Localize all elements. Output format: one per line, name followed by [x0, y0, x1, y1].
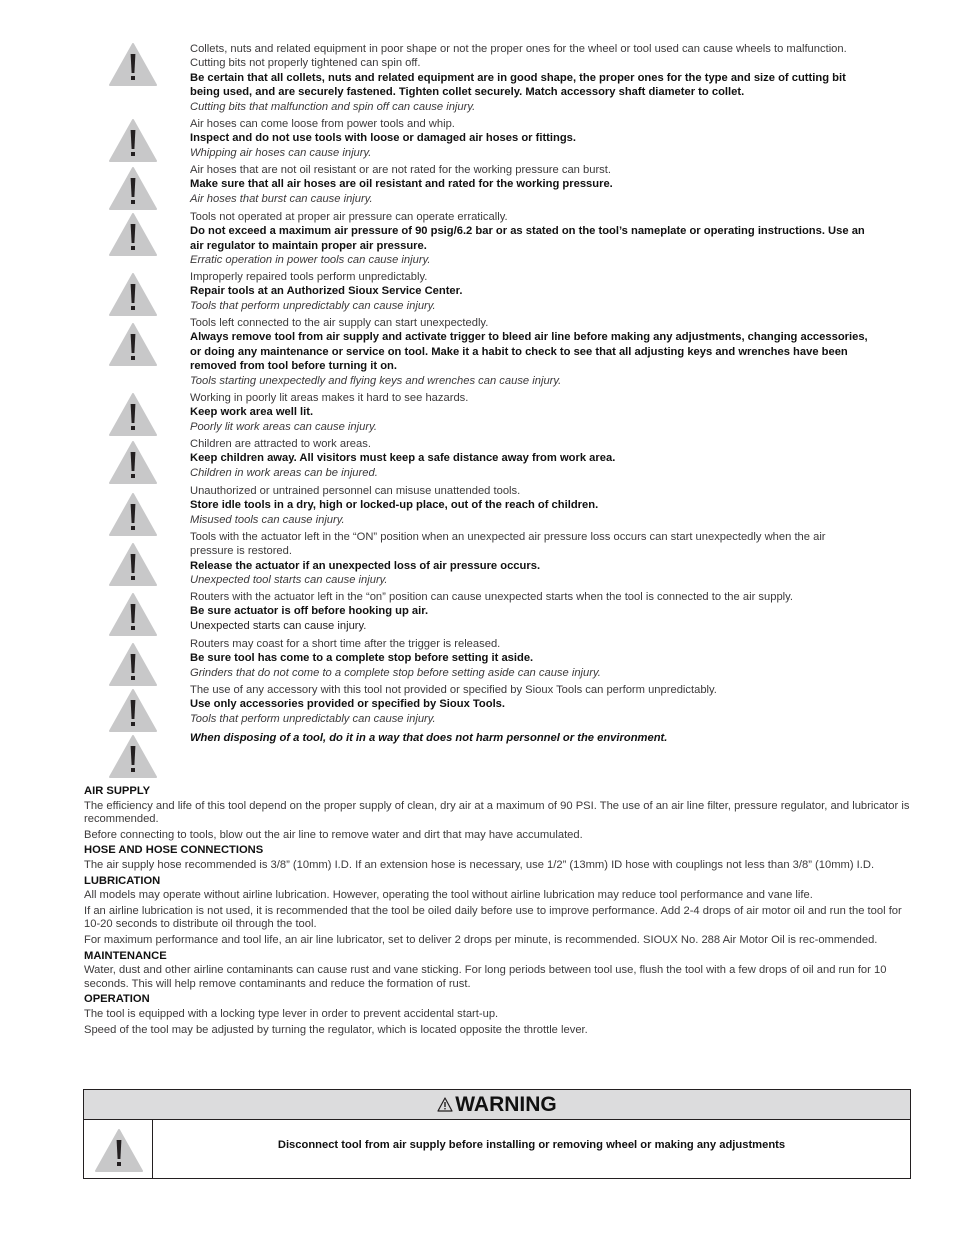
- warning-header: [84, 1090, 910, 1120]
- hazard-cause: Children are attracted to work areas.: [190, 438, 371, 450]
- hazard-result: Tools starting unexpectedly and flying keys and wrenches can cause injury.: [190, 374, 562, 387]
- hazard-action: Keep work area well lit.: [190, 406, 314, 419]
- hazard-action: Use only accessories provided or specified by Sioux Tools.: [190, 698, 506, 711]
- hazard-action: Be sure actuator is off before hooking up air.: [190, 605, 429, 618]
- hazard-cause: Air hoses that are not oil resistant or are not rated for the working pressure can burst.: [190, 164, 611, 176]
- hazard-cause: Improperly repaired tools perform unpredictably.: [190, 271, 428, 283]
- section-heading-lubrication: LUBRICATION: [84, 874, 161, 887]
- hazard-cause: pressure is restored.: [190, 545, 292, 558]
- hazard-item: [190, 637, 910, 680]
- section-paragraph: Speed of the tool may be adjusted by turning the regulator, which is located opposite the throttle lever.: [84, 1023, 588, 1036]
- hazard-item: [190, 117, 910, 160]
- hazard-action: removed from tool before turning it on.: [190, 360, 397, 373]
- hazard-item: [190, 42, 910, 114]
- section-paragraph: Before connecting to tools, blow out the air line to remove water and dirt that may have accumulated.: [84, 828, 583, 841]
- section-heading-operation: OPERATION: [84, 993, 150, 1006]
- instruction-sections: [84, 783, 910, 1039]
- warning-triangle-icon: [108, 492, 158, 537]
- warning-icon-cell: [84, 1120, 153, 1178]
- hazard-action: Do not exceed a maximum air pressure of 90 psig/6.2 bar or as stated on the tool’s nameplate or operating instructions. Use an: [190, 225, 865, 238]
- hazard-cause: The use of any accessory with this tool not provided or specified by Sioux Tools can perform unpredictably.: [190, 684, 717, 696]
- hazard-action: Inspect and do not use tools with loose or damaged air hoses or fittings.: [190, 132, 577, 145]
- hazard-cause: Tools not operated at proper air pressure can operate erratically.: [190, 211, 508, 223]
- warning-title: WARNING: [455, 1093, 557, 1116]
- hazard-result: Air hoses that burst can cause injury.: [190, 192, 373, 205]
- hazard-action: Be sure tool has come to a complete stop before setting it aside.: [190, 652, 534, 665]
- hazard-result: Poorly lit work areas can cause injury.: [190, 420, 377, 433]
- hazard-result: Whipping air hoses can cause injury.: [190, 146, 372, 159]
- hazard-action: Always remove tool from air supply and activate trigger to bleed air line before making any adjustments, changing accessories,: [190, 331, 868, 344]
- hazard-item: [190, 590, 910, 633]
- hazard-result: Cutting bits that malfunction and spin off can cause injury.: [190, 100, 476, 113]
- hazard-cause: Collets, nuts and related equipment in poor shape or not the proper ones for the wheel or tool used can cause wheels to malfunction.: [190, 43, 847, 55]
- hazard-item: [190, 210, 910, 268]
- hazard-action: Release the actuator if an unexpected loss of air pressure occurs.: [190, 559, 541, 572]
- warning-triangle-icon: [108, 592, 158, 637]
- hazard-item: [190, 316, 910, 388]
- warning-triangle-icon: [108, 322, 158, 367]
- warning-triangle-icon: [108, 118, 158, 163]
- hazard-cause: Routers with the actuator left in the “on” position can cause unexpected starts when the tool is connected to the air supply.: [190, 591, 794, 603]
- hazard-action: Repair tools at an Authorized Sioux Service Center.: [190, 285, 463, 298]
- hazard-action: Be certain that all collets, nuts and related equipment are in good shape, the proper ones for the type and size of cutting bit: [190, 71, 846, 84]
- hazard-item: [190, 683, 910, 726]
- section-paragraph: If an airline lubrication is not used, it is recommended that the tool be oiled daily before use to improve performance. Add 2-4 drops of air motor oil and run the tool for 10-20 seconds to distribute oil through the tool.: [84, 904, 902, 931]
- hazard-item: [190, 163, 910, 206]
- warning-triangle-icon: [108, 734, 158, 779]
- warning-triangle-icon: [108, 542, 158, 587]
- hazard-item: [190, 484, 910, 527]
- hazard-cause: Unauthorized or untrained personnel can misuse unattended tools.: [190, 485, 521, 497]
- hazard-result: Tools that perform unpredictably can cause injury.: [190, 712, 436, 725]
- section-paragraph: The efficiency and life of this tool depend on the proper supply of clean, dry air at a maximum of 90 PSI. The use of an air line filter, pressure regulator, and lubricator is recommended.: [84, 799, 910, 826]
- hazard-item: [190, 530, 910, 588]
- section-heading-maintenance: MAINTENANCE: [84, 949, 167, 962]
- warning-triangle-icon: [108, 42, 158, 87]
- hazard-action: air regulator to maintain proper air pressure.: [190, 239, 427, 252]
- section-paragraph: The air supply hose recommended is 3/8” (10mm) I.D. If an extension hose is necessary, use 1/2” (13mm) ID hose with couplings not less than 3/8” (10mm) I.D.: [84, 858, 875, 871]
- warning-triangle-icon: [108, 212, 158, 257]
- hazard-result: Tools that perform unpredictably can cause injury.: [190, 299, 436, 312]
- hazard-action: being used, and are securely fastened. Tighten collet securely. Match accessory shaft diameter to collet.: [190, 86, 745, 99]
- warning-triangle-icon: [108, 166, 158, 211]
- hazard-cause: Working in poorly lit areas makes it hard to see hazards.: [190, 392, 469, 404]
- hazard-action: Store idle tools in a dry, high or locked-up place, out of the reach of children.: [190, 499, 599, 512]
- hazard-cause: Cutting bits not properly tightened can spin off.: [190, 57, 421, 70]
- hazard-item: [190, 437, 910, 480]
- section-paragraph: The tool is equipped with a locking type lever in order to prevent accidental start-up.: [84, 1007, 499, 1020]
- hazard-cause: Tools with the actuator left in the “ON” position when an unexpected air pressure loss occurs can start unexpectedly when the air: [190, 531, 826, 543]
- warning-triangle-icon: [108, 688, 158, 733]
- warning-triangle-icon: [108, 642, 158, 687]
- warning-triangle-icon: [108, 440, 158, 485]
- warning-outline-icon: [437, 1097, 453, 1112]
- hazard-result: Unexpected starts can cause injury.: [190, 619, 367, 632]
- hazard-action: or doing any maintenance or service on tool. Make it a habit to check to see that all adjusting keys and wrenches have been: [190, 345, 848, 358]
- hazard-cause: Air hoses can come loose from power tools and whip.: [190, 118, 455, 130]
- section-heading-air-supply: AIR SUPPLY: [84, 785, 151, 797]
- hazard-result: Misused tools can cause injury.: [190, 513, 345, 526]
- hazard-cause: Tools left connected to the air supply can start unexpectedly.: [190, 317, 489, 329]
- disposal-note-block: [190, 731, 910, 745]
- warning-triangle-icon: [94, 1128, 144, 1173]
- warning-box: [83, 1089, 911, 1179]
- section-paragraph: For maximum performance and tool life, an air line lubricator, set to deliver 2 drops per minute, is recommended. SIOUX No. 288 Air Motor Oil is rec-ommended.: [84, 933, 878, 946]
- hazard-result: Erratic operation in power tools can cause injury.: [190, 254, 431, 267]
- section-paragraph: Water, dust and other airline contaminants can cause rust and vane sticking. For long periods between tool use, flush the tool with a few drops of oil and run for 10 seconds. This will help remove contaminants and reduce the formation of rust.: [84, 964, 887, 990]
- hazard-cause: Routers may coast for a short time after the trigger is released.: [190, 638, 501, 650]
- hazard-item: [190, 391, 910, 434]
- hazard-result: Grinders that do not come to a complete stop before setting aside can cause injury.: [190, 666, 601, 679]
- hazard-result: Children in work areas can be injured.: [190, 466, 378, 479]
- hazard-action: Make sure that all air hoses are oil resistant and rated for the working pressure.: [190, 178, 613, 191]
- warning-triangle-icon: [108, 392, 158, 437]
- disposal-note: When disposing of a tool, do it in a way that does not harm personnel or the environment.: [190, 732, 668, 744]
- warning-text: Disconnect tool from air supply before installing or removing wheel or making any adjustments: [277, 1139, 786, 1151]
- section-paragraph: All models may operate without airline lubrication. However, operating the tool without airline lubrication may reduce tool performance and vane life.: [84, 889, 813, 902]
- warning-body: [84, 1120, 910, 1178]
- hazard-item: [190, 270, 910, 313]
- hazard-result: Unexpected tool starts can cause injury.: [190, 574, 388, 587]
- section-heading-hose: HOSE AND HOSE CONNECTIONS: [84, 844, 264, 857]
- hazard-action: Keep children away. All visitors must keep a safe distance away from work area.: [190, 452, 616, 465]
- warning-triangle-icon: [108, 272, 158, 317]
